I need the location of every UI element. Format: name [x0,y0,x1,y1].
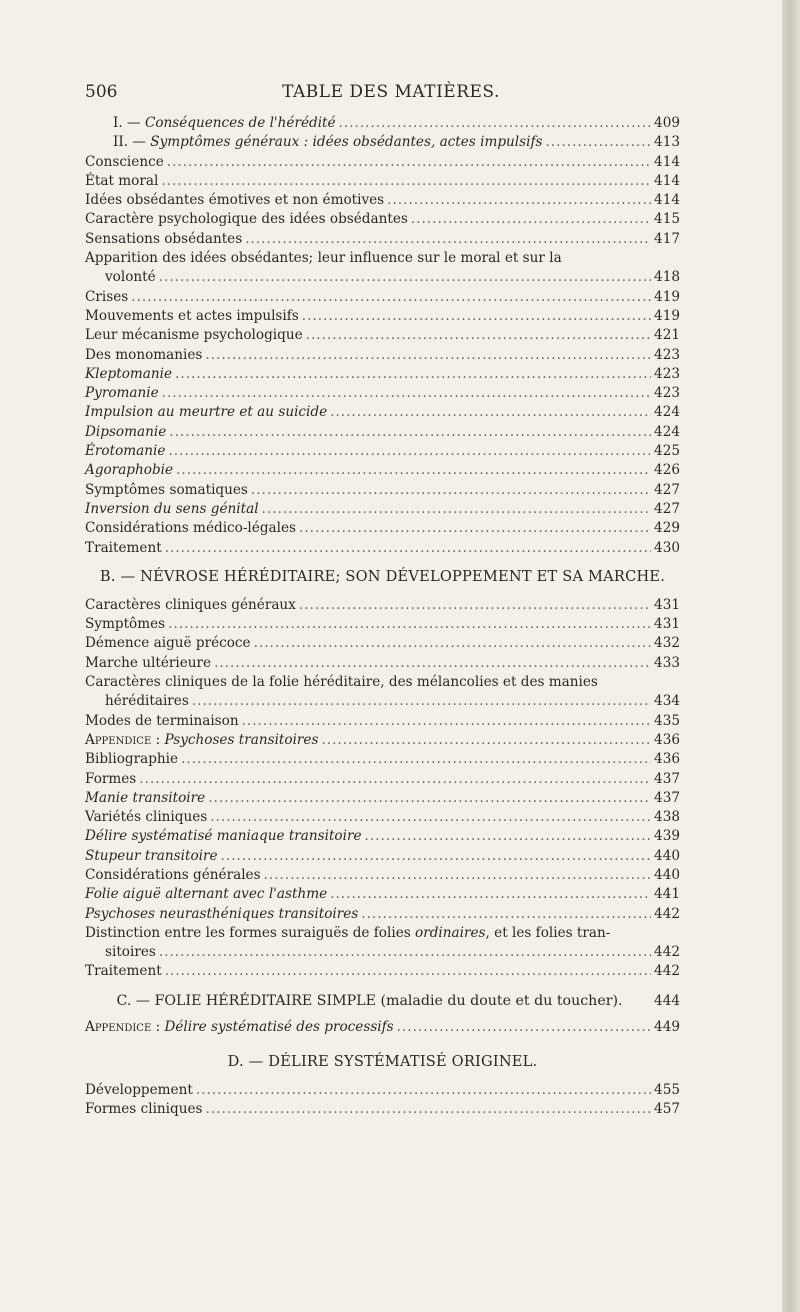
toc-page-number: 457 [654,1101,680,1118]
toc-entry-text: Dipsomanie [85,423,167,440]
leader-dots [264,866,651,885]
toc-entry[interactable] [85,172,680,191]
toc-page-number: 433 [654,654,680,671]
toc-page-number: 437 [654,789,680,806]
toc-page-number: 421 [654,327,680,344]
toc-entry[interactable] [85,596,680,615]
toc-page-number: 417 [654,230,680,247]
toc-entry-text: Crises [85,288,129,305]
toc-entry-text: Délire systématisé maniaque transitoire [85,828,362,845]
toc-page-number: 442 [654,905,680,922]
toc-entry[interactable] [85,770,680,789]
toc-page-number: 429 [654,520,680,537]
leader-dots [167,153,651,172]
toc-entry[interactable] [85,365,680,384]
toc-entry-text: Marche ultérieure [85,654,212,671]
toc-entry[interactable] [85,750,680,769]
toc-page-number: 438 [654,809,680,826]
toc-entry[interactable] [85,114,680,133]
toc-entry[interactable] [85,481,680,500]
toc-page-number: 423 [654,346,680,363]
toc-page-number: 419 [654,288,680,305]
leader-dots [361,905,651,924]
leader-dots [205,346,651,365]
leader-dots [162,384,651,403]
toc-entry[interactable] [85,384,680,403]
toc-page-number: 413 [654,134,680,151]
leader-dots [321,731,651,750]
toc-entry-text: I. — Conséquences de l'hérédité [113,115,336,131]
toc-entry-text: Inversion du sens génital [85,500,259,517]
toc-entry-text: Appendice : Psychoses transitoires [85,731,319,748]
toc-page-number: 419 [654,307,680,324]
toc-entry-text: Caractères cliniques généraux [85,596,296,613]
toc-entry-text: Stupeur transitoire [85,847,218,864]
leader-dots [168,442,651,461]
section-heading-d: D. — DÉLIRE SYSTÉMATISÉ ORIGINEL. [227,1053,538,1071]
leader-dots [131,288,651,307]
leader-dots [251,481,651,500]
toc-entry-text: Psychoses neurasthéniques transitoires [85,905,359,922]
toc-entry-text: Modes de terminaison [85,712,239,729]
toc-entry-text: Mouvements et actes impulsifs [85,307,299,324]
toc-entry[interactable] [85,288,680,307]
toc-entry-text-line1: Distinction entre les formes suraiguës de folies ordinaires, et les folies tran- [85,924,611,941]
toc-page-number: 415 [654,211,680,228]
toc-entry[interactable] [85,615,680,634]
toc-entry[interactable] [85,461,680,480]
leader-dots [169,423,651,442]
toc-entry[interactable] [85,808,680,827]
toc-page-number: 439 [654,828,680,845]
leader-dots [159,268,651,287]
leader-dots [242,712,651,731]
leader-dots [299,596,651,615]
toc-entry[interactable] [85,866,680,885]
leader-dots [221,847,652,866]
toc-entry[interactable] [85,1018,680,1037]
leader-dots [206,1100,652,1119]
toc-group-f [85,1018,680,1037]
leader-dots [387,191,651,210]
toc-page-number: 427 [654,500,680,517]
leader-dots [330,885,651,904]
page-header [0,82,782,108]
toc-entry[interactable] [85,731,680,750]
leader-dots [411,210,651,229]
toc-page-number: 437 [654,770,680,787]
leader-dots [214,654,651,673]
toc-entry-text: Développement [85,1082,193,1099]
toc-page-number: 409 [654,115,680,131]
toc-entry-text: Folie aiguë alternant avec l'asthme [85,886,328,903]
toc-page-number: 424 [654,404,680,421]
toc-page-number: 432 [654,635,680,652]
toc-entry[interactable] [85,153,680,172]
leader-dots [299,519,651,538]
toc-entry-caracteres[interactable] [85,673,680,712]
toc-page-number: 442 [654,944,680,961]
toc-entry-text: Symptômes [85,616,166,633]
toc-entry[interactable] [85,654,680,673]
toc-entry[interactable] [85,133,680,152]
toc-entry[interactable] [85,191,680,210]
toc-entry-text-line2: sitoires [105,944,156,961]
toc-entry-text: Variétés cliniques [85,809,208,826]
leader-dots [175,365,651,384]
leader-dots [161,172,651,191]
toc-entry-text: Leur mécanisme psychologique [85,327,303,344]
leader-dots [165,539,651,558]
leader-dots [210,808,651,827]
toc-entry[interactable] [85,634,680,653]
toc-page-number: 425 [654,443,680,460]
leader-dots [306,326,651,345]
toc-entry-text: État moral [85,172,159,189]
toc-entry-text: Considérations médico-légales [85,520,297,537]
toc-page-number: 449 [654,1018,680,1035]
leader-dots [365,827,652,846]
toc-entry[interactable] [85,1100,680,1119]
toc-entry-text-line2: volonté [105,269,156,286]
leader-dots [245,230,651,249]
toc-entry[interactable] [85,905,680,924]
toc-entry-text: Impulsion au meurtre et au suicide [85,404,328,421]
toc-page-number: 414 [654,192,680,209]
toc-page-number: 444 [654,992,680,1009]
toc-entry-text: II. — Symptômes généraux : idées obsédantes, actes impulsifs [113,134,543,151]
toc-entry[interactable] [85,827,680,846]
toc-entry-text: Traitement [85,539,162,556]
toc-entry[interactable] [85,712,680,731]
toc-entry-text-line2: héréditaires [105,693,189,710]
section-heading-c-title: C. — FOLIE HÉRÉDITAIRE SIMPLE (maladie du doute et du toucher). [116,992,623,1009]
leader-dots [330,403,651,422]
toc-page-number: 423 [654,365,680,382]
toc-entry[interactable] [85,326,680,345]
toc-group-a [85,114,680,249]
toc-group-e [85,962,680,981]
leader-dots [159,943,651,962]
toc-entry[interactable] [85,500,680,519]
toc-entry[interactable] [85,847,680,866]
leader-dots [192,692,651,711]
toc-page-number: 414 [654,153,680,170]
toc-entry-distinction[interactable] [85,924,680,963]
leader-dots [176,461,651,480]
toc-entry-apparition[interactable] [85,249,680,288]
toc-page-number: 414 [654,172,680,189]
toc-entry[interactable] [85,403,680,422]
toc-page-number: 436 [654,751,680,768]
toc-entry[interactable] [85,442,680,461]
leader-dots [545,133,651,152]
toc-page-number: 455 [654,1082,680,1099]
toc-entry-text: Démence aiguë précoce [85,635,251,652]
section-heading-c[interactable] [85,990,680,1012]
leader-dots [139,770,651,789]
leader-dots [208,789,651,808]
toc-entry-text: Caractère psychologique des idées obsédantes [85,211,408,228]
leader-dots [397,1018,651,1037]
toc-entry-text: Traitement [85,963,162,980]
toc-page-number: 441 [654,886,680,903]
toc-page-number: 435 [654,712,680,729]
toc-entry[interactable] [85,789,680,808]
toc-entry-text: Des monomanies [85,346,203,363]
toc-entry-text: Érotomanie [85,443,166,460]
toc-entry-text-line1: Caractères cliniques de la folie héréditaire, des mélancolies et des manies [85,674,598,691]
leader-dots [339,114,651,133]
toc-entry[interactable] [85,539,680,558]
toc-entry[interactable] [85,346,680,365]
leader-dots [168,615,651,634]
toc-page-number: 440 [654,866,680,883]
toc-entry[interactable] [85,210,680,229]
toc-entry[interactable] [85,307,680,326]
leader-dots [196,1081,651,1100]
toc-page-number: 431 [654,596,680,613]
toc-entry-text: Symptômes somatiques [85,481,248,498]
toc-page-number: 423 [654,385,680,402]
toc-page-number: 440 [654,847,680,864]
toc-entry[interactable] [85,1081,680,1100]
toc-entry-text: Kleptomanie [85,365,173,382]
toc-entry-text: Sensations obsédantes [85,230,243,247]
toc-entry-text: Considérations générales [85,866,261,883]
toc-page-number: 434 [654,693,680,710]
leader-dots [254,634,651,653]
page-edge [782,0,800,1312]
toc-entry-text: Appendice : Délire systématisé des processifs [85,1018,394,1035]
toc-entry[interactable] [85,962,680,981]
toc-page-number: 431 [654,616,680,633]
toc-entry-text: Idées obsédantes émotives et non émotives [85,192,385,209]
toc-page-number: 436 [654,731,680,748]
table-of-contents [85,114,680,1120]
leader-dots [262,500,652,519]
toc-page-number: 426 [654,462,680,479]
toc-group-c [85,596,680,673]
toc-entry-text: Bibliographie [85,751,179,768]
toc-page-number: 427 [654,481,680,498]
toc-group-g [85,1081,680,1120]
leader-dots [165,962,651,981]
leader-dots [302,307,651,326]
toc-entry-text: Conscience [85,153,164,170]
toc-entry-text: Agoraphobie [85,462,174,479]
toc-entry-text: Formes cliniques [85,1101,203,1118]
toc-page-number: 418 [654,269,680,286]
toc-entry[interactable] [85,519,680,538]
page-number: 506 [85,82,118,102]
section-heading-b: B. — NÉVROSE HÉRÉDITAIRE; SON DÉVELOPPEMENT ET SA MARCHE. [99,567,666,585]
toc-entry[interactable] [85,230,680,249]
toc-entry[interactable] [85,885,680,904]
toc-entry-text-line1: Apparition des idées obsédantes; leur influence sur le moral et sur la [85,250,562,267]
toc-page-number: 424 [654,423,680,440]
toc-group-b [85,288,680,558]
leader-dots [181,750,651,769]
toc-page-number: 430 [654,539,680,556]
toc-entry-text: Formes [85,770,137,787]
toc-entry[interactable] [85,423,680,442]
toc-entry-text: Pyromanie [85,385,159,402]
toc-group-d [85,712,680,924]
toc-entry-text: Manie transitoire [85,789,206,806]
toc-page-number: 442 [654,963,680,980]
page-title: TABLE DES MATIÈRES. [282,82,500,102]
